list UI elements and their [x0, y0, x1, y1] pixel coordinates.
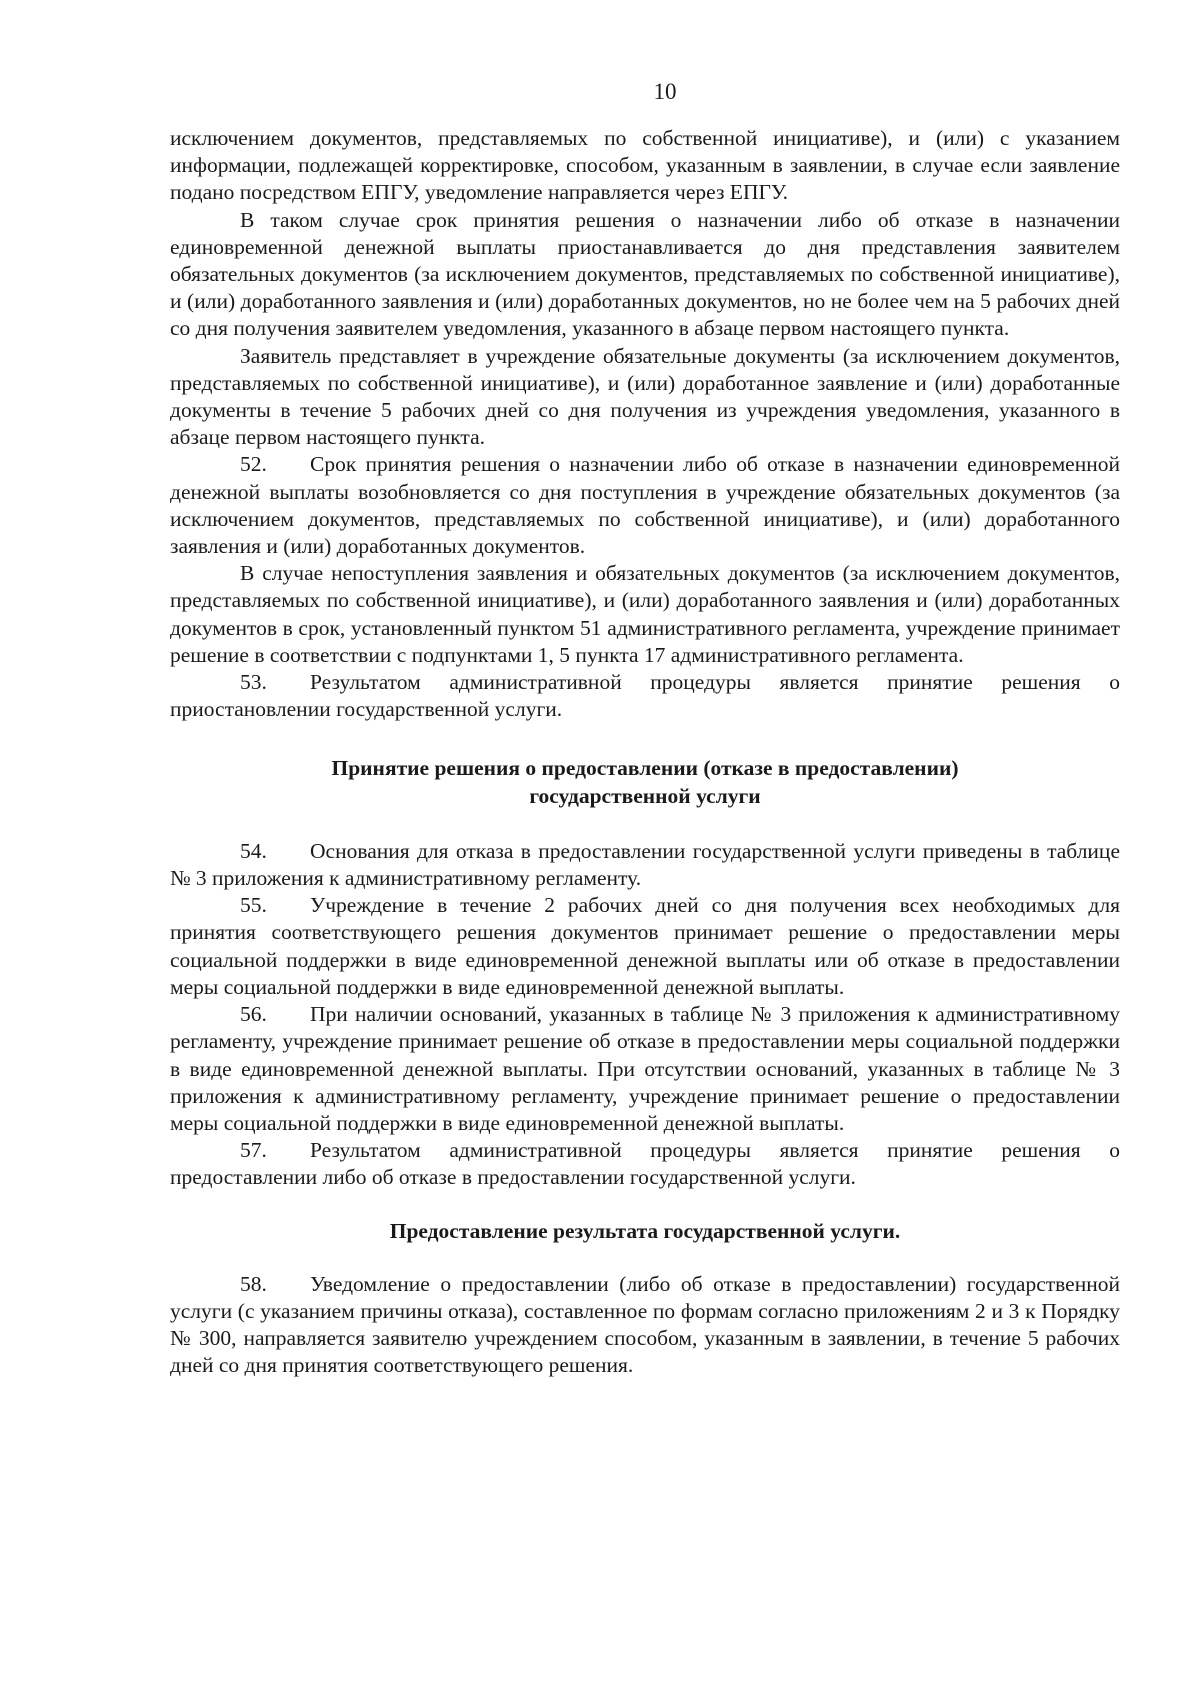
paragraph-text: При наличии оснований, указанных в таблице № 3 приложения к административному регламенту, учреждение принимает решение об отказе в предоставлении меры социальной поддержки в виде единовременной денежной выплаты. При отсутствии оснований, указанных в таблице № 3 приложения к административному регламенту, учреждение принимает решение о предоставлении меры социальной поддержки в виде единовременной денежной выплаты.	[170, 1002, 1120, 1135]
paragraph-text: Учреждение в течение 2 рабочих дней со дня получения всех необходимых для принятия соответствующего решения документов принимает решение о предоставлении меры социальной поддержки в виде единовременной денежной выплаты или об отказе в предоставлении меры социальной поддержки в виде единовременной денежной выплаты.	[170, 893, 1120, 999]
paragraph-number: 56.	[240, 1002, 267, 1027]
paragraph-number: 52.	[240, 452, 267, 477]
paragraph-58	[170, 1271, 1120, 1380]
paragraph-text: Уведомление о предоставлении (либо об отказе в предоставлении) государственной услуги (с указанием причины отказа), составленное по формам согласно приложениям 2 и 3 к Порядку № 300, направляется заявителю учреждением способом, указанным в заявлении, в течение 5 рабочих дней со дня принятия соответствующего решения.	[170, 1271, 1120, 1378]
paragraph-text: Результатом административной процедуры является принятие решения о приостановлении государственной услуги.	[170, 670, 1120, 722]
paragraph-53	[170, 669, 1120, 723]
paragraph-number: 58.	[240, 1271, 267, 1296]
paragraph-text: Основания для отказа в предоставлении государственной услуги приведены в таблице № 3 приложения к административному регламенту.	[170, 838, 1120, 891]
paragraph-54	[170, 838, 1120, 892]
paragraph-number: 54.	[240, 838, 267, 863]
paragraph-57	[170, 1137, 1120, 1191]
paragraph-text: Срок принятия решения о назначении либо об отказе в назначении единовременной денежной выплаты возобновляется со дня поступления в учреждение обязательных документов (за исключением документов, представляемых по собственной инициативе), и (или) доработанного заявления и (или) доработанных документов.	[170, 452, 1120, 559]
paragraph-suspension-term: В таком случае срок принятия решения о назначении либо об отказе в назначении единовременной денежной выплаты приостанавливается до дня представления заявителем обязательных документов (за исключением документов, представляемых по собственной инициативе), и (или) доработанного заявления и (или) доработанных документов, но не более чем на 5 рабочих дней со дня получения заявителем уведомления, указанного в абзаце первом настоящего пункта.	[170, 207, 1120, 341]
paragraph-continuation: исключением документов, представляемых по собственной инициативе), и (или) с указанием информации, подлежащей корректировке, способом, указанным в заявлении, в случае если заявление подано посредством ЕПГУ, уведомление направляется через ЕПГУ.	[170, 126, 1120, 205]
paragraph-number: 55.	[240, 893, 267, 918]
paragraph-text: Результатом административной процедуры является принятие решения о предоставлении либо об отказе в предоставлении государственной услуги.	[170, 1138, 1120, 1190]
paragraph-52-continuation: В случае непоступления заявления и обязательных документов (за исключением документов, представляемых по собственной инициативе), и (или) доработанного заявления и (или) доработанных документов в срок, установленный пунктом 51 административного регламента, учреждение принимает решение в соответствии с подпунктами 1, 5 пункта 17 административного регламента.	[170, 561, 1120, 667]
paragraph-number: 57.	[240, 1138, 267, 1163]
page-number: 10	[653, 79, 677, 104]
paragraph-56	[170, 1001, 1120, 1137]
paragraph-number: 53.	[240, 670, 267, 695]
paragraph-52	[170, 451, 1120, 560]
paragraph-applicant-submits: Заявитель представляет в учреждение обязательные документы (за исключением документов, представляемых по собственной инициативе), и (или) доработанное заявление и (или) доработанные документы в течение 5 рабочих дней со дня получения из учреждения уведомления, указанного в абзаце первом настоящего пункта.	[170, 343, 1120, 450]
section-heading-decision	[170, 755, 1120, 809]
section-heading-result: Предоставление результата государственной услуги.	[389, 1218, 901, 1243]
heading-line: государственной услуги	[529, 783, 761, 808]
heading-line: Принятие решения о предоставлении (отказе в предоставлении)	[331, 756, 959, 781]
paragraph-55	[170, 892, 1120, 1001]
